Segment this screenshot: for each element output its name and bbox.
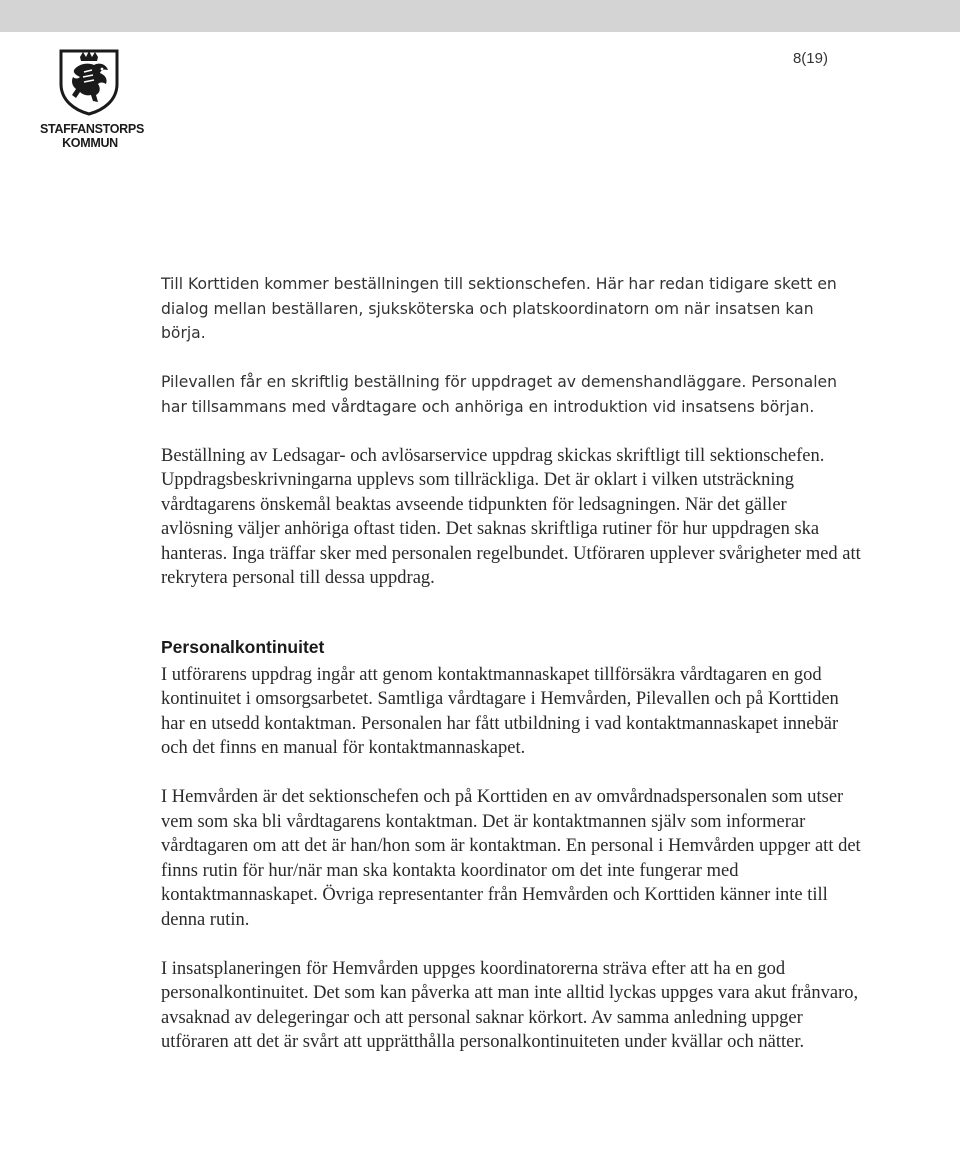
municipality-logo xyxy=(40,48,144,152)
coat-of-arms-icon xyxy=(58,48,120,116)
viewer-top-bar xyxy=(0,0,960,32)
page-number: 8(19) xyxy=(792,50,828,67)
logo-text xyxy=(40,122,144,150)
paragraph-ledsagar-service: Beställning av Ledsagar- och avlösarservice uppdrag skickas skriftligt till sektionschefen. Uppdragsbeskrivningarna upplevs som tillräckliga. Det är oklart i vilken utsträckning vårdtagarens önskemål beaktas avseende tidpunkten för ledsagningen. När det gäller avlösning väljer anhöriga oftast tiden. Det saknas skriftliga rutiner för hur uppdragen ska hanteras. Inga träffar sker med personalen regelbundet. Utföraren upplever svårigheter med att rekrytera personal till dessa uppdrag. xyxy=(161,445,861,588)
logo-text-line-2: KOMMUN xyxy=(62,136,118,150)
paragraph-korttiden-order: Till Korttiden kommer beställningen till sektionschefen. Här har redan tidigare skett en dialog mellan beställaren, sjuksköterska och platskoordinatorn om när insatsen kan börja. xyxy=(161,275,837,342)
document-body xyxy=(161,272,861,1055)
section-heading: Personalkontinuitet xyxy=(161,636,325,657)
paragraph-staff-continuity: I insatsplaneringen för Hemvården uppges koordinatorerna sträva efter att ha en god personalkontinuitet. Det som kan påverka att man inte alltid lyckas uppges vara akut frånvaro, avsaknad av delegeringar och att personal saknar körkort. Av samma anledning uppger utföraren att det är svårt att upprätthålla personalkontinuiteten under kvällar och nätter. xyxy=(161,958,859,1052)
paragraph-contact-person: I utförarens uppdrag ingår att genom kontaktmannaskapet tillförsäkra vårdtagaren en god kontinuitet i omsorgsarbetet. Samtliga vårdtagare i Hemvården, Pilevallen och på Korttiden har en utsedd kontaktman. Personalen har fått utbildning i vad kontaktmannaskapet innebär och det finns en manual för kontaktmannaskapet. xyxy=(161,664,839,758)
paragraph-pilevallen-order: Pilevallen får en skriftlig beställning för uppdraget av demenshandläggare. Personalen har tillsammans med vårdtagare och anhöriga en introduktion vid insatsens början. xyxy=(161,373,838,416)
logo-text-line-1: STAFFANSTORPS xyxy=(40,122,144,136)
paragraph-hemvarden-contact: I Hemvården är det sektionschefen och på Korttiden en av omvårdnadspersonalen som utser vem som ska bli vårdtagarens kontaktman. Det är kontaktmannen själv som informerar vårdtagaren om att det är han/hon som är kontaktman. En personal i Hemvården uppger att det finns rutin för hur/när man ska kontakta koordinator om det inte fungerar med kontaktmannaskapet. Övriga representanter från Hemvården och Korttiden känner inte till denna rutin. xyxy=(161,787,861,930)
